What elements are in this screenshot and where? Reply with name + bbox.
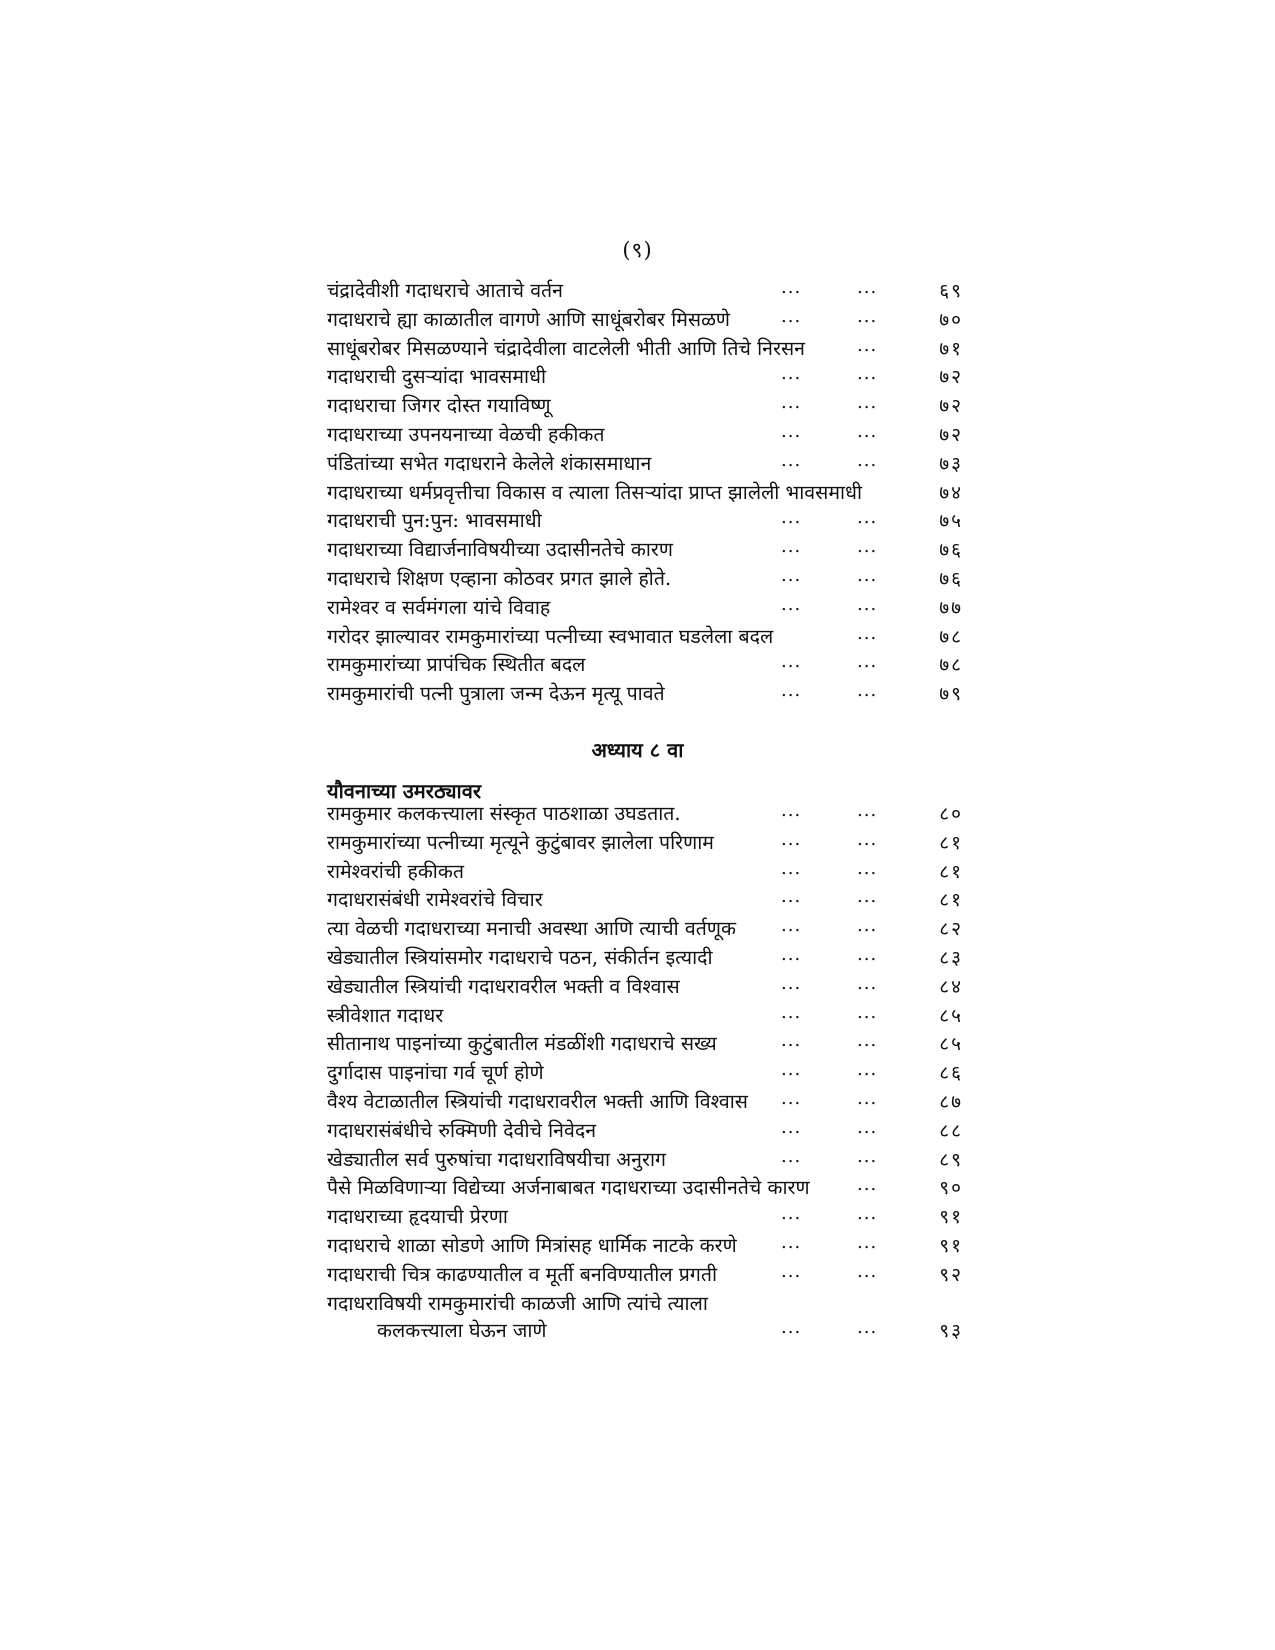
toc-leader-dots: ...	[781, 651, 802, 673]
toc-entry-page: ६९	[939, 280, 963, 302]
toc-entry-page: ८४	[939, 975, 963, 998]
page-number: (९)	[622, 238, 653, 262]
toc-leader-dots: ...	[857, 651, 878, 673]
chapter-heading: अध्याय ८ वा	[591, 738, 684, 762]
toc-entry-title: गदाधराची दुसऱ्यांदा भावसमाधी	[327, 365, 547, 389]
toc-entry	[327, 565, 967, 594]
toc-entry-page: ७६	[939, 539, 963, 562]
toc-leader-dots: ...	[857, 363, 878, 385]
toc-entry	[327, 651, 967, 680]
toc-leader-dots: ...	[781, 536, 802, 558]
toc-list-part2	[327, 800, 967, 1345]
toc-entry-page: ९१	[939, 1234, 963, 1257]
toc-entry-title: गदाधराची पुन:पुन: भावसमाधी	[327, 509, 542, 533]
toc-entry-page: ८३	[939, 946, 963, 969]
toc-entry-title: चंद्रादेवीशी गदाधराचे आताचे वर्तन	[327, 279, 563, 302]
toc-entry-page: ७९	[939, 683, 963, 706]
toc-leader-dots: ...	[857, 1059, 878, 1081]
toc-entry-page: ७४	[939, 481, 963, 504]
toc-entry	[327, 944, 967, 973]
toc-entry-page: ७३	[939, 452, 963, 475]
toc-leader-dots: ...	[857, 1174, 878, 1196]
toc-entry-page: ८९	[939, 1148, 963, 1171]
toc-entry-page: ८८	[939, 1119, 963, 1142]
toc-leader-dots: ...	[857, 886, 878, 908]
toc-leader-dots: ...	[781, 449, 802, 471]
toc-entry	[327, 421, 967, 450]
toc-entry	[327, 1030, 967, 1059]
toc-entry-page: ७७	[939, 596, 963, 619]
toc-leader-dots: ...	[857, 972, 878, 994]
toc-leader-dots: ...	[781, 1203, 802, 1225]
toc-leader-dots: ...	[857, 800, 878, 821]
toc-entry-title: पंडितांच्या सभेत गदाधराने केलेले शंकासमाधान	[327, 451, 652, 475]
toc-entry	[327, 1174, 967, 1203]
toc-entry	[327, 392, 967, 421]
toc-entry	[327, 886, 967, 915]
toc-leader-dots: ...	[781, 680, 802, 702]
toc-leader-dots: ...	[857, 1145, 878, 1167]
toc-leader-dots: ...	[857, 1260, 878, 1282]
toc-leader-dots: ...	[857, 536, 878, 558]
toc-leader-dots: ...	[781, 886, 802, 908]
toc-entry-title: साधूंबरोबर मिसळण्याने चंद्रादेवीला वाटलेली भीती आणि तिचे निरसन	[327, 336, 805, 360]
toc-leader-dots: ...	[781, 420, 802, 442]
toc-entry	[327, 594, 967, 623]
toc-leader-dots: ...	[781, 1001, 802, 1023]
toc-entry-title: कलकत्त्याला घेऊन जाणे	[377, 1318, 547, 1342]
toc-entry	[327, 1088, 967, 1117]
toc-entry-page: ९२	[939, 1263, 963, 1286]
toc-entry	[327, 479, 967, 508]
toc-entry-title: गदाधराच्या विद्यार्जनाविषयीच्या उदासीनतेचे कारण	[327, 538, 674, 562]
toc-entry	[327, 1317, 967, 1346]
toc-entry-title: गदाधराच्या उपनयनाच्या वेळची हकीकत	[327, 422, 605, 446]
toc-leader-dots: ...	[781, 507, 802, 529]
toc-entry-page: ७८	[939, 654, 963, 677]
toc-leader-dots: ...	[857, 449, 878, 471]
toc-entry-title: पैसे मिळविणाऱ्या विद्येच्या अर्जनाबाबत गदाधराच्या उदासीनतेचे कारण	[327, 1176, 810, 1200]
toc-leader-dots: ...	[781, 1059, 802, 1081]
toc-entry-page: ७२	[939, 423, 963, 446]
toc-entry-title: रामकुमारांची पत्नी पुत्राला जन्म देऊन मृत्यू पावते	[327, 682, 665, 706]
toc-entry-title: गदाधरासंबंधी रामेश्वरांचे विचार	[327, 888, 543, 912]
toc-entry-page: ८१	[939, 831, 963, 854]
toc-leader-dots: ...	[781, 1087, 802, 1109]
toc-leader-dots: ...	[781, 1030, 802, 1052]
toc-entry-page: ७८	[939, 625, 963, 648]
toc-entry-title: गदाधराचे शाळा सोडणे आणि मित्रांसह धार्मिक नाटके करणे	[327, 1233, 737, 1257]
toc-entry	[327, 973, 967, 1002]
toc-entry-title: खेड्यातील स्त्रियांची गदाधरावरील भक्ती व विश्वास	[327, 974, 680, 998]
toc-entry-page: ८१	[939, 860, 963, 883]
toc-leader-dots: ...	[857, 1030, 878, 1052]
toc-leader-dots: ...	[781, 1231, 802, 1253]
toc-entry-page: ७५	[939, 510, 963, 533]
toc-entry	[327, 306, 967, 335]
toc-entry	[327, 680, 967, 709]
toc-leader-dots: ...	[781, 363, 802, 385]
toc-entry-title: गदाधराचे ह्या काळातील वागणे आणि साधूंबरोबर मिसळणे	[327, 307, 731, 331]
toc-entry-title: त्या वेळची गदाधराच्या मनाची अवस्था आणि त्याची वर्तणूक	[327, 917, 736, 941]
toc-entry	[327, 1261, 967, 1290]
toc-entry	[327, 1002, 967, 1031]
toc-leader-dots: ...	[781, 828, 802, 850]
toc-entry-title: गदाधराचे शिक्षण एव्हाना कोठवर प्रगत झाले होते.	[327, 566, 672, 590]
toc-leader-dots: ...	[781, 593, 802, 615]
toc-leader-dots: ...	[857, 915, 878, 937]
toc-entry-page: ७०	[939, 308, 963, 331]
toc-leader-dots: ...	[781, 277, 802, 298]
toc-leader-dots: ...	[857, 857, 878, 879]
toc-leader-dots: ...	[857, 305, 878, 327]
toc-leader-dots: ...	[781, 1145, 802, 1167]
toc-leader-dots: ...	[857, 1203, 878, 1225]
toc-leader-dots: ...	[857, 564, 878, 586]
toc-leader-dots: ...	[857, 1316, 878, 1338]
toc-leader-dots: ...	[781, 943, 802, 965]
toc-entry	[327, 507, 967, 536]
toc-entry-title: गदाधराच्या हृदयाची प्रेरणा	[327, 1205, 508, 1229]
toc-entry	[327, 335, 967, 364]
toc-entry-page: ७१	[939, 337, 963, 360]
toc-leader-dots: ...	[781, 392, 802, 414]
toc-entry-title: रामकुमारांच्या पत्नीच्या मृत्यूने कुटुंबावर झालेला परिणाम	[327, 830, 714, 854]
toc-entry-page: ८५	[939, 1004, 963, 1027]
toc-leader-dots: ...	[857, 622, 878, 644]
toc-leader-dots: ...	[781, 915, 802, 937]
toc-entry-page: ९०	[939, 1177, 963, 1200]
toc-entry-title: रामकुमार कलकत्त्याला संस्कृत पाठशाळा उघडतात.	[327, 802, 681, 825]
toc-entry	[327, 623, 967, 652]
toc-entry-page: ७६	[939, 567, 963, 590]
toc-entry-page: ८५	[939, 1033, 963, 1056]
toc-leader-dots: ...	[857, 1231, 878, 1253]
toc-entry-title: गदाधराविषयी रामकुमारांची काळजी आणि त्यांचे त्याला	[327, 1291, 708, 1315]
toc-entry	[327, 915, 967, 944]
toc-leader-dots: ...	[857, 507, 878, 529]
toc-leader-dots: ...	[857, 828, 878, 850]
toc-entry-title: गदाधरासंबंधीचे रुक्मिणी देवीचे निवेदन	[327, 1118, 597, 1142]
chapter-subtitle: यौवनाच्या उमरठ्यावर	[327, 779, 482, 803]
toc-entry-page: ८७	[939, 1090, 963, 1113]
toc-entry	[327, 1290, 967, 1317]
toc-entry-title: गदाधराच्या धर्मप्रवृत्तीचा विकास व त्याला तिसऱ्यांदा प्राप्त झालेली भावसमाधी	[327, 480, 863, 504]
toc-entry	[327, 1117, 967, 1146]
toc-entry-page: ८०	[939, 803, 963, 825]
toc-leader-dots: ...	[781, 1116, 802, 1138]
toc-entry	[327, 829, 967, 858]
toc-entry-page: ८१	[939, 889, 963, 912]
toc-leader-dots: ...	[857, 1087, 878, 1109]
toc-leader-dots: ...	[781, 800, 802, 821]
toc-leader-dots: ...	[857, 1116, 878, 1138]
toc-entry	[327, 363, 967, 392]
toc-leader-dots: ...	[857, 593, 878, 615]
toc-entry	[327, 450, 967, 479]
toc-leader-dots: ...	[857, 420, 878, 442]
toc-leader-dots: ...	[781, 564, 802, 586]
toc-leader-dots: ...	[857, 277, 878, 298]
toc-entry	[327, 858, 967, 887]
toc-entry	[327, 800, 967, 829]
toc-leader-dots: ...	[781, 1260, 802, 1282]
toc-entry-title: गदाधराची चित्र काढण्यातील व मूर्ती बनविण्यातील प्रगती	[327, 1262, 718, 1286]
toc-entry-title: स्त्रीवेशात गदाधर	[327, 1003, 444, 1027]
toc-leader-dots: ...	[781, 305, 802, 327]
toc-leader-dots: ...	[857, 334, 878, 356]
toc-entry-title: रामेश्वर व सर्वमंगला यांचे विवाह	[327, 595, 551, 619]
toc-leader-dots: ...	[781, 857, 802, 879]
toc-entry-page: ७२	[939, 366, 963, 389]
toc-entry-title: रामेश्वरांची हकीकत	[327, 859, 464, 883]
toc-leader-dots: ...	[781, 1316, 802, 1338]
toc-entry-title: गरोदर झाल्यावर रामकुमारांच्या पत्नीच्या स्वभावात घडलेला बदल	[327, 624, 774, 648]
toc-entry	[327, 1232, 967, 1261]
toc-entry-title: रामकुमारांच्या प्रापंचिक स्थितीत बदल	[327, 653, 586, 677]
toc-entry-page: ८२	[939, 918, 963, 941]
toc-entry-title: दुर्गादास पाइनांचा गर्व चूर्ण होणे	[327, 1061, 544, 1085]
toc-entry-title: खेड्यातील सर्व पुरुषांचा गदाधराविषयीचा अनुराग	[327, 1147, 666, 1171]
toc-entry	[327, 277, 967, 306]
toc-entry	[327, 536, 967, 565]
toc-entry-page: ७२	[939, 395, 963, 418]
toc-entry-page: ९१	[939, 1206, 963, 1229]
toc-leader-dots: ...	[857, 943, 878, 965]
toc-leader-dots: ...	[857, 1001, 878, 1023]
toc-entry	[327, 1146, 967, 1175]
toc-entry	[327, 1203, 967, 1232]
toc-entry-title: गदाधराचा जिगर दोस्त गयाविष्णू	[327, 394, 551, 418]
toc-entry-title: खेड्यातील स्त्रियांसमोर गदाधराचे पठन, संकीर्तन इत्यादी	[327, 945, 713, 969]
toc-leader-dots: ...	[857, 680, 878, 702]
toc-leader-dots: ...	[857, 392, 878, 414]
toc-entry-title: सीतानाथ पाइनांच्या कुटुंबातील मंडळींशी गदाधराचे सख्य	[327, 1032, 717, 1056]
toc-entry-title: वैश्य वेटाळातील स्त्रियांची गदाधरावरील भक्ती आणि विश्वास	[327, 1089, 748, 1113]
toc-entry-page: ९३	[939, 1319, 963, 1342]
toc-entry	[327, 1059, 967, 1088]
toc-entry-page: ८६	[939, 1062, 963, 1085]
toc-leader-dots: ...	[781, 972, 802, 994]
toc-list-part1	[327, 277, 967, 709]
